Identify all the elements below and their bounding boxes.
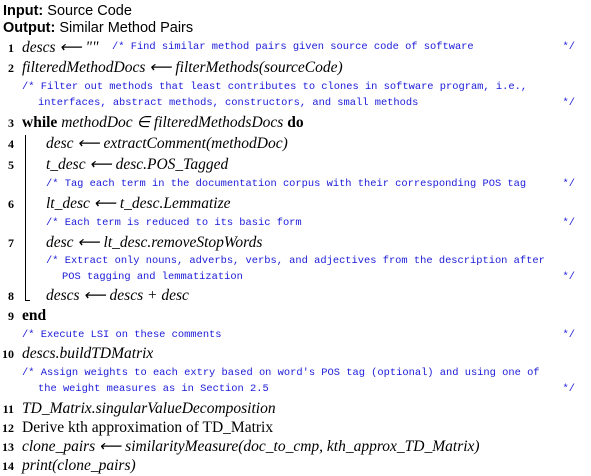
code-text: Derive kth approximation of TD_Matrix (22, 419, 274, 436)
comment-end: */ (562, 97, 575, 109)
code-text: desc ⟵ extractComment(methodDoc) (46, 135, 288, 152)
line-number: 14 (2, 459, 14, 473)
input-value: Source Code (47, 3, 132, 19)
line-number: 10 (2, 347, 14, 361)
comment-end: */ (562, 41, 575, 53)
comment-text: /* Each term is reduced to its basic form (46, 217, 302, 229)
output-line (0, 19, 591, 38)
comment-line (0, 214, 591, 233)
line-number: 13 (2, 440, 14, 454)
code-text: methodDoc ∈ filteredMethodsDocs (61, 114, 284, 131)
comment-text: /* Extract only nouns, adverbs, verbs, and adjectives from the description after (46, 255, 545, 267)
comment-line (0, 94, 591, 113)
algo-line-9 (0, 306, 591, 325)
algo-line-5 (0, 155, 591, 174)
algo-line-13 (0, 437, 591, 456)
comment-end: */ (562, 329, 575, 341)
comment-end: */ (562, 217, 575, 229)
algo-line-11 (0, 399, 591, 418)
comment-line (0, 326, 591, 345)
code-text: lt_desc ⟵ t_desc.Lemmatize (46, 195, 231, 212)
comment-text: /* Filter out methods that least contributes to clones in software program, i.e., (22, 81, 528, 93)
algo-line-1 (0, 38, 591, 57)
code-text: filteredMethodDocs ⟵ filterMethods(sourceCode) (22, 59, 343, 76)
code-text: clone_pairs ⟵ similarityMeasure(doc_to_cmp, kth_approx_TD_Matrix) (22, 438, 480, 455)
algo-line-3 (0, 113, 591, 132)
algo-line-10 (0, 344, 591, 363)
line-number: 8 (8, 289, 14, 303)
comment-text: /* Execute LSI on these comments (22, 329, 222, 341)
algo-line-14 (0, 456, 591, 475)
section-reference-link[interactable]: 2.5 (250, 383, 269, 395)
code-text: descs ⟵ "" (22, 39, 99, 56)
comment-text: /* Tag each term in the documentation corpus with their corresponding POS tag (46, 178, 527, 190)
line-number: 12 (2, 421, 14, 435)
algo-line-12 (0, 418, 591, 437)
comment-line (0, 175, 591, 194)
code-text: print(clone_pairs) (22, 457, 136, 474)
output-value: Similar Method Pairs (59, 20, 194, 36)
comment-text: interfaces, abstract methods, constructors, and small methods (38, 97, 419, 109)
comment-text: /* Find similar method pairs given source code of software (112, 41, 474, 53)
comment-end: */ (562, 178, 575, 190)
algo-line-2 (0, 58, 591, 77)
line-number: 6 (8, 197, 14, 211)
code-text: t_desc ⟵ desc.POS_Tagged (46, 156, 229, 173)
algo-line-6 (0, 194, 591, 213)
output-label: Output: (3, 20, 56, 36)
line-number: 4 (8, 137, 14, 151)
comment-end: */ (562, 271, 575, 283)
line-number: 11 (2, 402, 14, 416)
line-number: 9 (8, 309, 14, 323)
code-text: descs ⟵ descs + desc (46, 287, 189, 304)
comment-text: the weight measures as in Section (38, 383, 244, 395)
comment-text: /* Assign weights to each extry based on word's POS tag (optional) and using one of (22, 367, 540, 379)
line-number: 7 (8, 236, 14, 250)
line-number: 1 (8, 41, 14, 55)
code-text: descs.buildTDMatrix (22, 345, 154, 362)
code-text: desc ⟵ lt_desc.removeStopWords (46, 234, 263, 251)
comment-text: POS tagging and lemmatization (62, 271, 243, 283)
comment-line (0, 380, 591, 399)
algo-line-7 (0, 233, 591, 252)
line-number: 2 (8, 61, 14, 75)
keyword-while: while (22, 114, 58, 131)
algo-line-4 (0, 134, 591, 153)
algo-line-8 (0, 286, 591, 305)
comment-line (0, 268, 591, 287)
line-number: 3 (8, 116, 14, 130)
keyword-do: do (287, 114, 304, 131)
comment-end: */ (562, 383, 575, 395)
line-number: 5 (8, 158, 14, 172)
input-label: Input: (3, 3, 44, 19)
code-text: TD_Matrix.singularValueDecomposition (22, 400, 276, 417)
keyword-end: end (22, 307, 47, 324)
